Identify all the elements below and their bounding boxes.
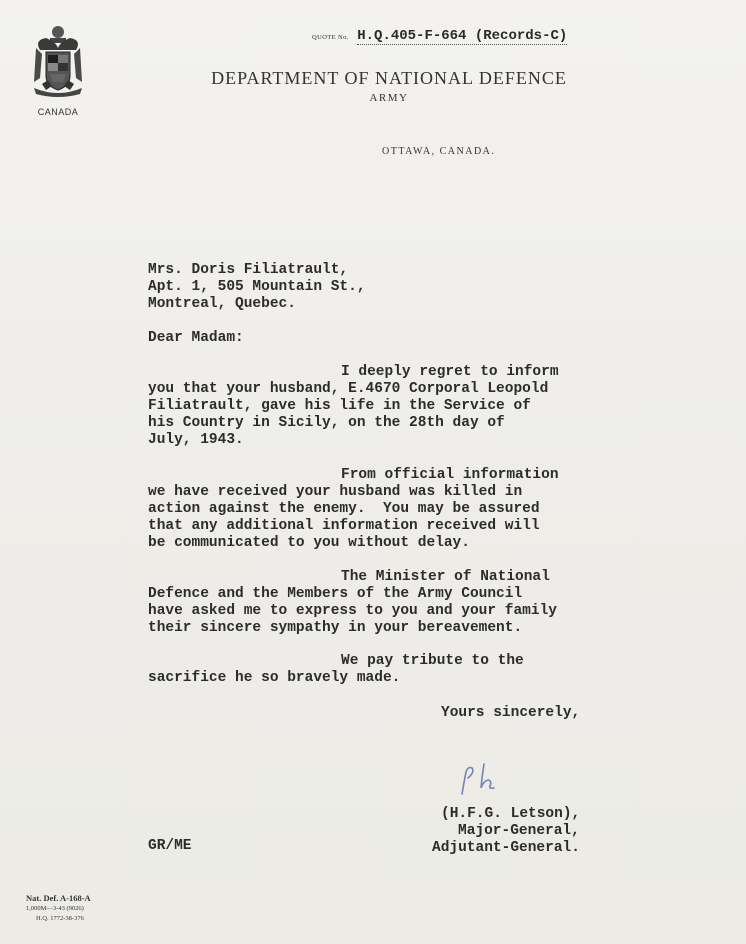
body-line: Defence and the Members of the Army Council [148, 586, 523, 602]
body-line: From official information [341, 467, 559, 483]
signatory-name: (H.F.G. Letson), [441, 806, 581, 822]
body-line: have asked me to express to you and your family [148, 603, 557, 619]
body-line: action against the enemy. You may be assured [148, 501, 540, 517]
body-line: be communicated to you without delay. [148, 535, 470, 551]
body-line: sacrifice he so bravely made. [148, 670, 401, 686]
body-line: Filiatrault, gave his life in the Service of [148, 398, 531, 414]
body-line: We pay tribute to the [341, 653, 524, 669]
body-line: that any additional information received will [148, 518, 540, 534]
body-line: their sincere sympathy in your bereavement. [148, 620, 523, 636]
signatory-rank: Major-General, [458, 823, 580, 839]
canada-coat-of-arms-icon [28, 22, 88, 102]
handwritten-initials-signature [452, 760, 512, 800]
form-footer-line-3: H.Q. 1772-38-376 [36, 915, 84, 922]
address-line-3: Montreal, Quebec. [148, 296, 296, 312]
quote-label: QUOTE No. [312, 34, 349, 41]
form-footer-line-1: Nat. Def. A-168-A [26, 893, 91, 903]
address-line-1: Mrs. Doris Filiatrault, [148, 262, 349, 278]
quote-number: H.Q.405-F-664 (Records-C) [357, 28, 568, 44]
body-line: The Minister of National [341, 569, 550, 585]
crest-label: CANADA [37, 107, 79, 117]
salutation: Dear Madam: [148, 330, 244, 346]
form-footer-line-2: 1,000M—3-43 (9026) [26, 905, 84, 912]
address-line-2: Apt. 1, 505 Mountain St., [148, 279, 366, 295]
quote-reference [312, 28, 567, 44]
branch-heading: ARMY [369, 92, 409, 104]
location-line: OTTAWA, CANADA. [382, 146, 496, 157]
body-line: his Country in Sicily, on the 28th day of [148, 415, 505, 431]
closing: Yours sincerely, [441, 705, 581, 721]
reference-initials: GR/ME [148, 838, 192, 854]
body-line: I deeply regret to inform [341, 364, 559, 380]
body-line: July, 1943. [148, 432, 244, 448]
body-line: you that your husband, E.4670 Corporal Leopold [148, 381, 549, 397]
body-line: we have received your husband was killed in [148, 484, 523, 500]
department-heading: DEPARTMENT OF NATIONAL DEFENCE [211, 68, 567, 88]
signatory-title: Adjutant-General. [432, 840, 580, 856]
